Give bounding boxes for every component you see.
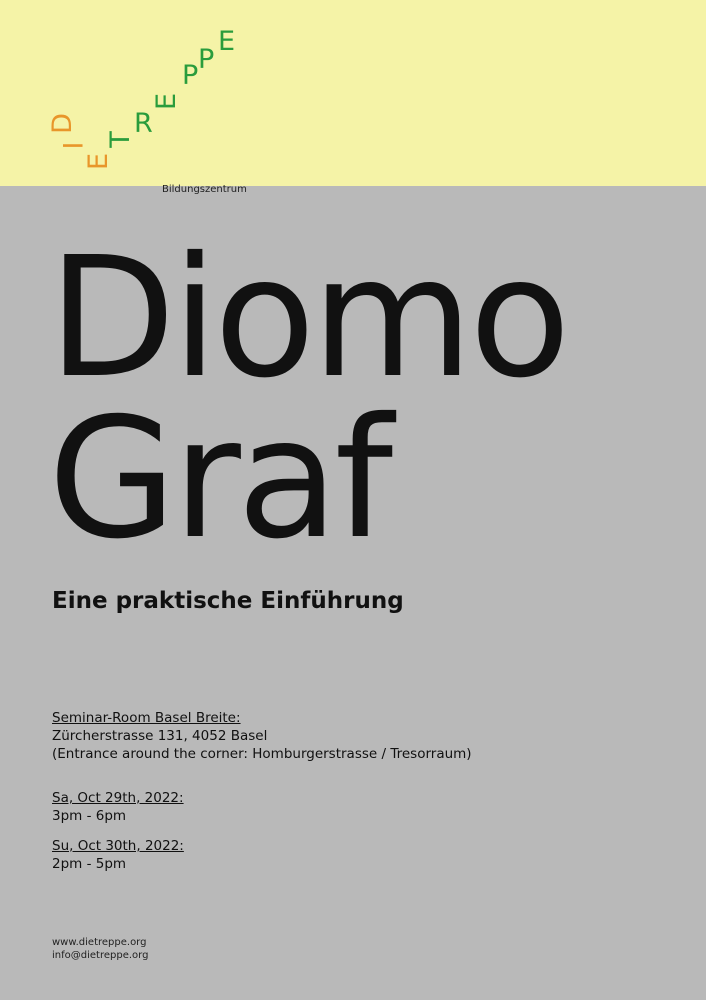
poster-subtitle: Eine praktische Einführung — [52, 588, 404, 614]
title-line-1: Diomo — [48, 222, 567, 415]
logo-letter-r: R — [134, 108, 153, 139]
location-note: (Entrance around the corner: Homburgerstrasse / Tresorraum) — [52, 746, 472, 762]
contact-block — [52, 936, 148, 962]
header-band — [0, 0, 706, 195]
location-block — [52, 709, 472, 763]
logo-letter-t: T — [104, 131, 136, 148]
logo-subtitle: Bildungszentrum — [162, 184, 247, 195]
logo-letter-e3: E — [218, 26, 236, 57]
logo-letter-p2: P — [198, 44, 215, 75]
poster-title — [48, 222, 567, 576]
date-label: Sa, Oct 29th, 2022: — [52, 790, 184, 806]
location-heading: Seminar-Room Basel Breite: — [52, 710, 241, 726]
logo-letter-i: I — [58, 141, 90, 150]
dietreppe-logo — [46, 22, 247, 195]
logo-letter-d: D — [46, 113, 78, 134]
date-time: 2pm - 5pm — [52, 856, 127, 872]
date-label: Su, Oct 30th, 2022: — [52, 838, 184, 854]
website-link[interactable]: www.dietreppe.org — [52, 937, 147, 948]
title-line-2: Graf — [48, 383, 390, 576]
date-time: 3pm - 6pm — [52, 808, 127, 824]
location-address: Zürcherstrasse 131, 4052 Basel — [52, 728, 268, 744]
logo-letter-e: E — [83, 152, 115, 171]
logo-letter-p: P — [182, 60, 199, 91]
email-link[interactable]: info@dietreppe.org — [52, 950, 149, 961]
date-block-1 — [52, 789, 184, 825]
logo-letter-e2: E — [151, 92, 183, 111]
date-block-2 — [52, 837, 184, 873]
